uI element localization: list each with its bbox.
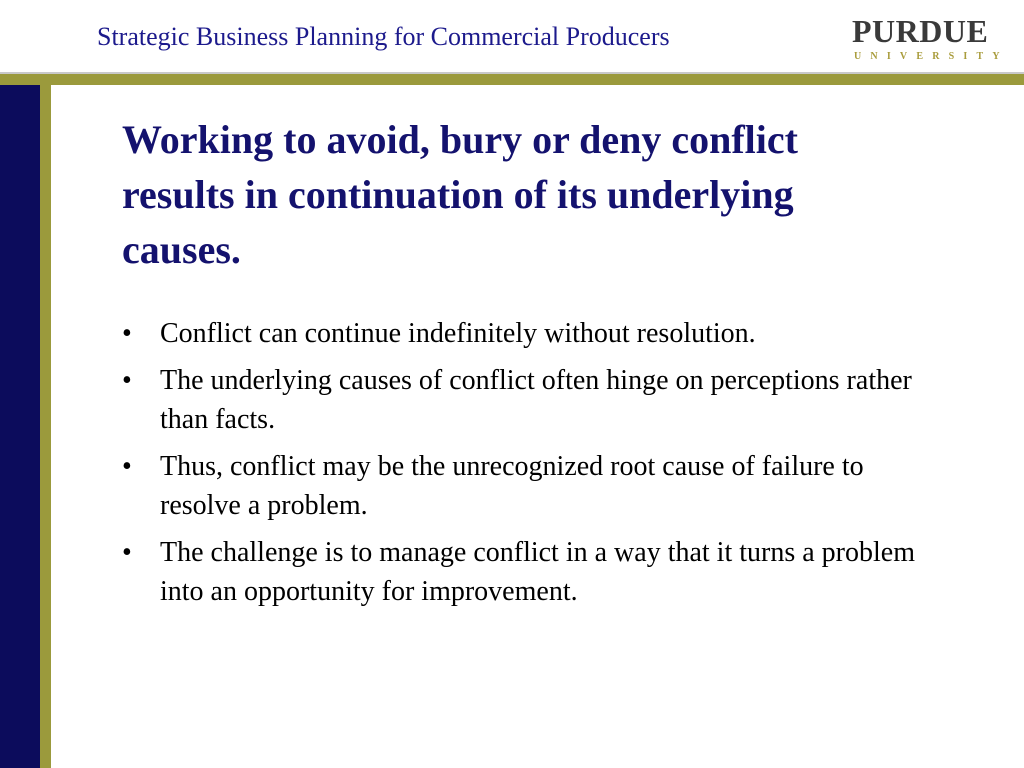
bullet-text: The challenge is to manage conflict in a way that it turns a problem into an opportunity for improvement. (160, 537, 915, 607)
bullet-icon: • (122, 537, 132, 568)
logo-wordmark: PURDUE (852, 13, 989, 49)
bullet-list (122, 314, 922, 619)
bullet-item (122, 314, 922, 353)
bullet-icon: • (122, 365, 132, 396)
bullet-item (122, 361, 922, 439)
bullet-icon: • (122, 451, 132, 482)
bullet-item (122, 533, 922, 611)
header-divider-gold (0, 74, 1024, 85)
sidebar-gold-bar (40, 85, 51, 768)
purdue-logo (852, 13, 1009, 64)
bullet-item (122, 447, 922, 525)
slide-heading: Working to avoid, bury or deny conflict results in continuation of its underlying causes. (122, 117, 798, 272)
bullet-text: The underlying causes of conflict often hinge on perceptions rather than facts. (160, 365, 912, 435)
bullet-text: Thus, conflict may be the unrecognized root cause of failure to resolve a problem. (160, 451, 864, 521)
bullet-text: Conflict can continue indefinitely without resolution. (160, 318, 756, 349)
bullet-icon: • (122, 318, 132, 349)
header-title: Strategic Business Planning for Commercial Producers (97, 22, 670, 51)
sidebar-navy-bar (0, 85, 40, 768)
logo-subtitle: UNIVERSITY (854, 51, 1009, 62)
